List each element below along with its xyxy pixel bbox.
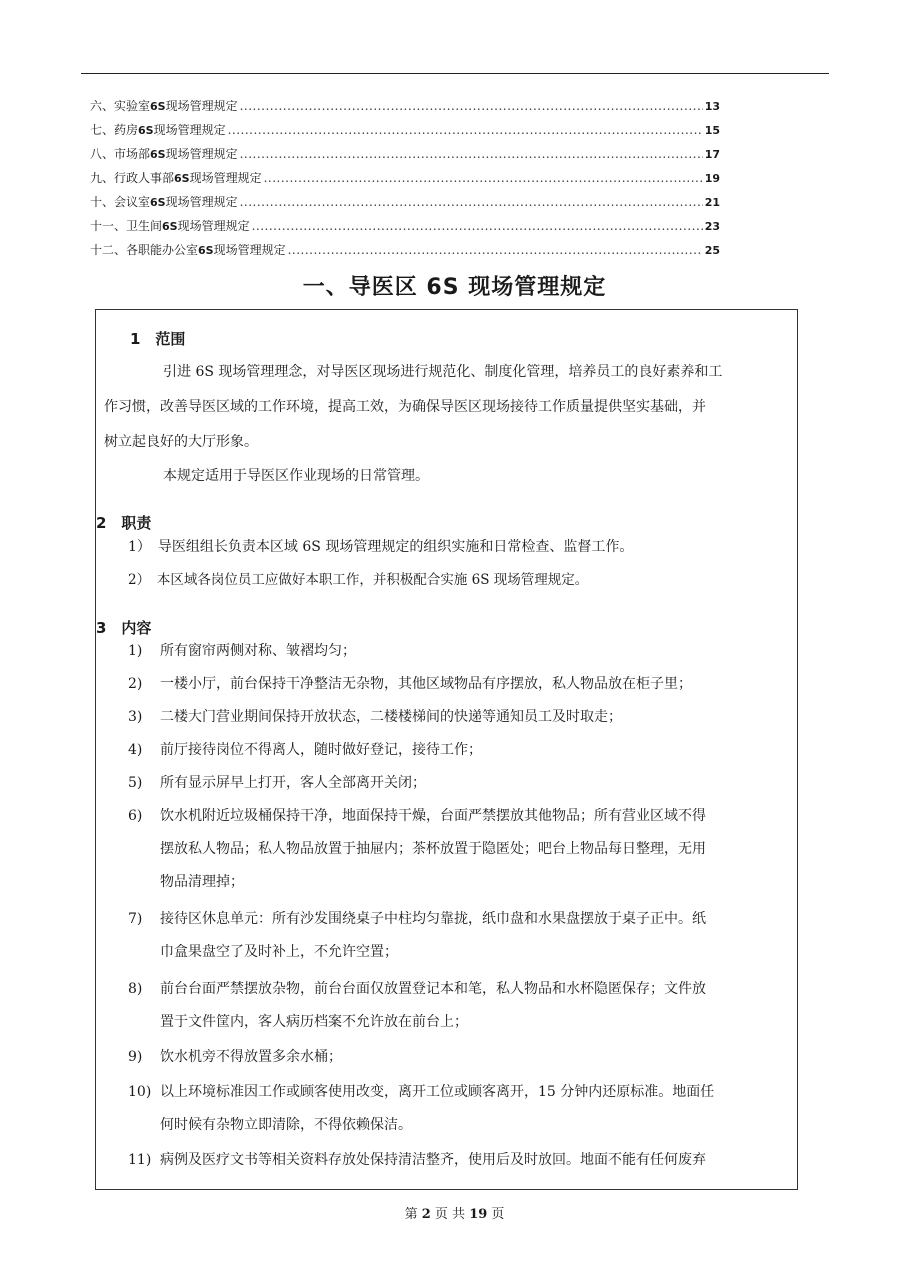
list-item: 11) 病例及医疗文书等相关资料存放处保持清洁整齐，使用后及时放回。地面不能有任何废弃 xyxy=(128,1144,800,1177)
heading-scope: 1 范围 xyxy=(130,330,186,348)
list-item: 6) 饮水机附近垃圾桶保持干净，地面保持干燥，台面严禁摆放其他物品；所有营业区域不得 摆放私人物品；私人物品放置于抽屉内；茶杯放置于隐匿处；吧台上物品每日整理，无用 物品清理掉； xyxy=(128,800,800,899)
toc-page-number: 25 xyxy=(704,244,720,257)
list-number: 1） xyxy=(128,539,144,555)
toc-entry[interactable]: 六、实验室6S现场管理规定 ..... 13 xyxy=(90,98,720,122)
list-item: 1) 所有窗帘两侧对称、皱褶均匀； xyxy=(128,635,800,668)
list-item: 4) 前厅接待岗位不得离人，随时做好登记，接待工作； xyxy=(128,734,800,767)
paragraph-line: 引进 6S 现场管理理念，对导医区现场进行规范化、制度化管理，培养员工的良好素养和工 xyxy=(163,364,723,380)
list-number: 4) xyxy=(128,742,143,758)
toc-entry[interactable]: 七、药房6S现场管理规定 ..... 15 xyxy=(90,122,720,146)
toc-leader xyxy=(228,122,703,138)
list-number: 11) xyxy=(128,1152,152,1168)
list-item: 10) 以上环境标准因工作或顾客使用改变，离开工位或顾客离开，15 分钟内还原标准。地面任 何时候有杂物立即清除，不得依赖保洁。 xyxy=(128,1076,800,1142)
total-page-count: 19 xyxy=(469,1207,488,1222)
toc-leader xyxy=(240,98,703,114)
list-item: 2) 一楼小厅，前台保持干净整洁无杂物，其他区域物品有序摆放，私人物品放在柜子里； xyxy=(128,668,800,701)
list-item: 2） 本区域各岗位员工应做好本职工作，并积极配合实施 6S 现场管理规定。 xyxy=(128,572,589,588)
list-number: 3) xyxy=(128,709,143,725)
page-footer: 第 2 页 共 19 页 xyxy=(404,1207,505,1222)
list-item: 3) 二楼大门营业期间保持开放状态，二楼楼梯间的快递等通知员工及时取走； xyxy=(128,701,800,734)
toc-leader xyxy=(240,194,703,210)
toc-leader xyxy=(264,170,703,186)
paragraph-line: 树立起良好的大厅形象。 xyxy=(104,434,258,450)
toc-entry[interactable]: 八、市场部6S现场管理规定 ..... 17 xyxy=(90,146,720,170)
toc-page-number: 19 xyxy=(704,172,720,185)
toc-page-number: 23 xyxy=(704,220,720,233)
toc-page-number: 17 xyxy=(704,148,720,161)
list-number: 8) xyxy=(128,981,143,997)
list-number: 5) xyxy=(128,775,143,791)
heading-content: 3 内容 xyxy=(96,619,152,637)
list-item: 8) 前台台面严禁摆放杂物，前台台面仅放置登记本和笔，私人物品和水杯隐匿保存；文件放 置于文件筐内，客人病历档案不允许放在前台上； xyxy=(128,973,800,1039)
toc-entry[interactable]: 十一、卫生间6S现场管理规定 ..... 23 xyxy=(90,218,720,242)
toc-leader xyxy=(252,218,703,234)
list-number: 1) xyxy=(128,643,143,659)
list-number: 10) xyxy=(128,1084,152,1100)
list-item: 9) 饮水机旁不得放置多余水桶； xyxy=(128,1041,800,1074)
paragraph: 本规定适用于导医区作业现场的日常管理。 xyxy=(163,468,429,484)
header-rule xyxy=(81,73,829,74)
toc-leader xyxy=(288,242,703,258)
table-of-contents xyxy=(90,98,720,266)
list-item: 7) 接待区休息单元：所有沙发围绕桌子中柱均匀靠拢，纸巾盘和水果盘摆放于桌子正中。纸 巾盒果盘空了及时补上，不允许空置； xyxy=(128,903,800,969)
heading-duties: 2 职责 xyxy=(96,514,152,532)
list-number: 2） xyxy=(128,572,144,588)
section-title: 一、导医区 6S 现场管理规定 xyxy=(302,275,607,300)
toc-page-number: 13 xyxy=(704,100,720,113)
paragraph-line: 作习惯，改善导医区域的工作环境，提高工效，为确保导医区现场接待工作质量提供坚实基础，并 xyxy=(104,399,706,415)
list-number: 6) xyxy=(128,808,143,824)
toc-entry[interactable]: 十、会议室6S现场管理规定 ..... 21 xyxy=(90,194,720,218)
current-page-number: 2 xyxy=(421,1207,431,1222)
toc-leader xyxy=(240,146,703,162)
list-number: 2) xyxy=(128,676,143,692)
list-item: 5) 所有显示屏早上打开，客人全部离开关闭； xyxy=(128,767,800,800)
list-number: 9) xyxy=(128,1049,143,1065)
toc-entry[interactable]: 九、行政人事部6S现场管理规定 ..... 19 xyxy=(90,170,720,194)
toc-page-number: 21 xyxy=(704,196,720,209)
toc-entry[interactable]: 十二、各职能办公室6S现场管理规定 ..... 25 xyxy=(90,242,720,266)
list-number: 7) xyxy=(128,911,143,927)
toc-page-number: 15 xyxy=(704,124,720,137)
list-item: 1） 导医组组长负责本区域 6S 现场管理规定的组织实施和日常检查、监督工作。 xyxy=(128,539,634,555)
